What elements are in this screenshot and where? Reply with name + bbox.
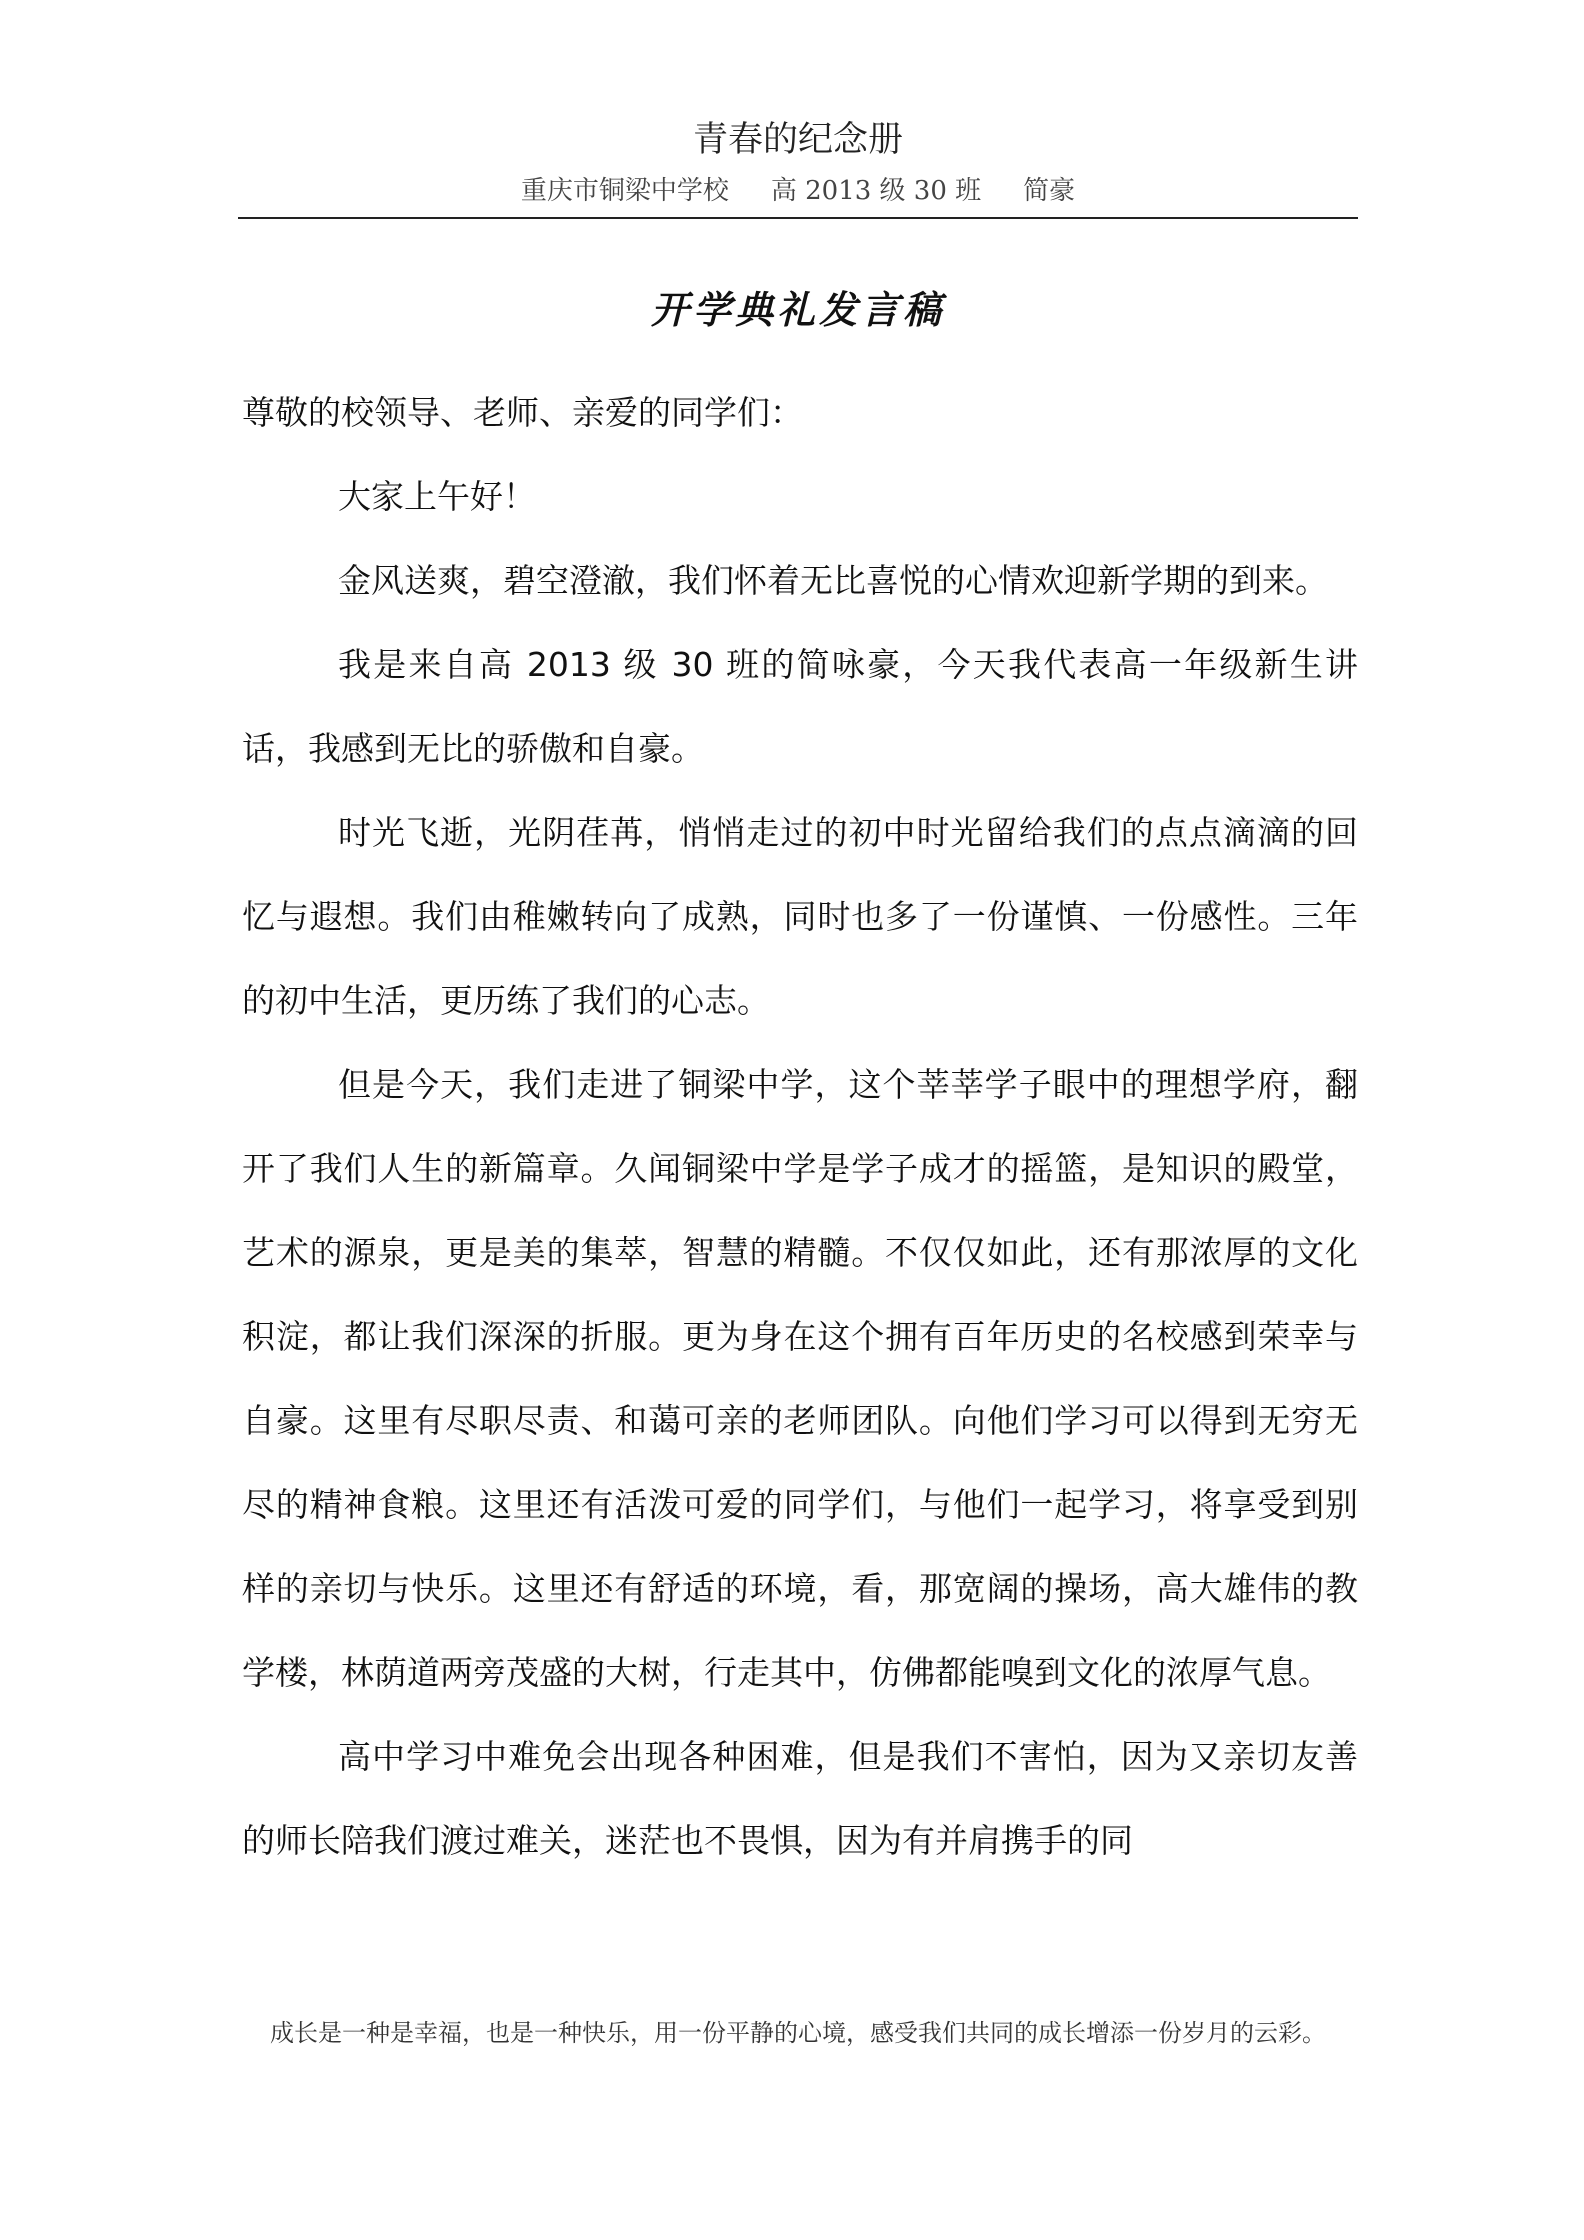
paragraph: 金风送爽，碧空澄澈，我们怀着无比喜悦的心情欢迎新学期的到来。	[338, 561, 1328, 600]
paragraph: 我是来自高 2013 级 30 班的简咏豪，今天我代表高一年级新生讲话，我感到无比的骄傲和自豪。	[242, 645, 1358, 768]
page-footer: 成长是一种是幸福，也是一种快乐，用一份平静的心境，感受我们共同的成长增添一份岁月的云彩。	[270, 2019, 1326, 2047]
paragraph: 高中学习中难免会出现各种困难，但是我们不害怕，因为又亲切友善的师长陪我们渡过难关，迷茫也不畏惧，因为有并肩携手的同	[242, 1737, 1358, 1860]
header-author: 简豪	[1023, 176, 1076, 206]
document-body	[242, 371, 1358, 1883]
header-subtitle	[238, 174, 1358, 208]
salutation: 尊敬的校领导、老师、亲爱的同学们：	[242, 393, 803, 432]
header-title: 青春的纪念册	[692, 120, 903, 160]
paragraph: 时光飞逝，光阴荏苒，悄悄走过的初中时光留给我们的点点滴滴的回忆与遐想。我们由稚嫩转向了成熟，同时也多了一份谨慎、一份感性。三年的初中生活，更历练了我们的心志。	[242, 813, 1358, 1020]
document-title: 开学典礼发言稿	[650, 287, 945, 332]
page-header	[238, 118, 1358, 208]
header-divider	[238, 217, 1358, 219]
header-class: 高 2013 级 30 班	[770, 176, 982, 206]
header-school: 重庆市铜梁中学校	[520, 176, 729, 206]
paragraph: 大家上午好！	[338, 477, 536, 516]
paragraph: 但是今天，我们走进了铜梁中学，这个莘莘学子眼中的理想学府，翻开了我们人生的新篇章。久闻铜梁中学是学子成才的摇篮，是知识的殿堂，艺术的源泉，更是美的集萃，智慧的精髓。不仅仅如此，还有那浓厚的文化积淀，都让我们深深的折服。更为身在这个拥有百年历史的名校感到荣幸与自豪。这里有尽职尽责、和蔼可亲的老师团队。向他们学习可以得到无穷无尽的精神食粮。这里还有活泼可爱的同学们，与他们一起学习，将享受到别样的亲切与快乐。这里还有舒适的环境，看，那宽阔的操场，高大雄伟的教学楼，林荫道两旁茂盛的大树，行走其中，仿佛都能嗅到文化的浓厚气息。	[242, 1065, 1358, 1692]
